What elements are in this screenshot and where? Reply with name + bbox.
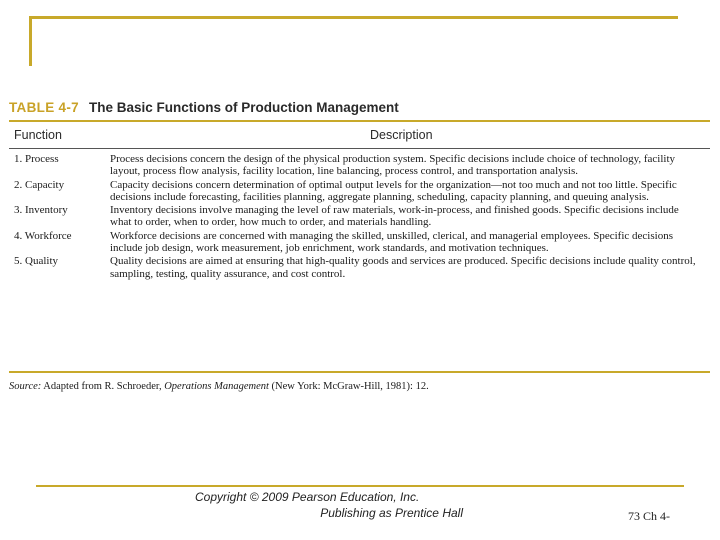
copyright-line-1: Copyright © 2009 Pearson Education, Inc. — [195, 490, 420, 504]
row-description: Workforce decisions are concerned with managing the skilled, unskilled, clerical, and managerial employees. Specific decisions include job design, work measurement, job enrichment, work standards, and motivation techniques. — [110, 229, 673, 255]
row-description: Capacity decisions concern determination of optimal output levels for the organization—not too much and not too little. Specific decisions include forecasting, facilities planning, aggregate planning, scheduling, capacity planning, and queuing analysis. — [110, 178, 677, 203]
page-number: 73 Ch 4- — [628, 509, 670, 523]
copyright-notice — [150, 489, 463, 521]
row-function: 1. Process — [14, 153, 59, 165]
table-row-quality — [9, 255, 710, 280]
table-source — [9, 381, 429, 392]
source-book-title: Operations Management — [164, 381, 269, 392]
row-description: Process decisions concern the design of the physical production system. Specific decisions include choice of technology, facility layout, process flow analysis, facility location, line balancing, process control, and transportation analysis. — [110, 153, 676, 178]
table-title — [9, 100, 399, 115]
table-name: The Basic Functions of Production Management — [88, 100, 399, 115]
row-description: Quality decisions are aimed at ensuring that high-quality goods and services are produced. Specific decisions include quality control, sampling, testing, quality assurance, and cost control. — [110, 255, 696, 280]
column-header-description: Description — [370, 128, 433, 142]
table-bottom-rule — [9, 371, 710, 373]
header-rule — [9, 148, 710, 149]
table-header — [9, 128, 710, 146]
frame-top-rule — [29, 16, 678, 19]
row-function: 3. Inventory — [14, 204, 68, 217]
row-description: Inventory decisions involve managing the level of raw materials, work-in-process, and finished goods. Specific decisions include what to order, when to order, how much to order, and materials handling. — [110, 204, 679, 229]
row-function: 5. Quality — [14, 255, 58, 268]
copyright-line-2: Publishing as Prentice Hall — [320, 506, 463, 520]
table-row-inventory — [9, 204, 710, 229]
table-row-process — [9, 153, 710, 178]
source-text-pre: Adapted from R. Schroeder, — [41, 381, 165, 392]
frame-left-rule — [29, 16, 32, 66]
table-label: TABLE 4-7 — [9, 100, 79, 115]
table-row-capacity — [9, 179, 710, 204]
row-function: 2. Capacity — [14, 178, 65, 191]
source-label: Source: — [9, 381, 42, 392]
table-row-workforce — [9, 230, 710, 255]
table-body — [9, 153, 710, 281]
row-function: 4. Workforce — [14, 229, 72, 242]
column-header-function: Function — [14, 128, 62, 142]
footer-rule — [36, 485, 684, 487]
source-text-post: (New York: McGraw-Hill, 1981): 12. — [268, 381, 429, 392]
title-rule — [9, 120, 710, 122]
